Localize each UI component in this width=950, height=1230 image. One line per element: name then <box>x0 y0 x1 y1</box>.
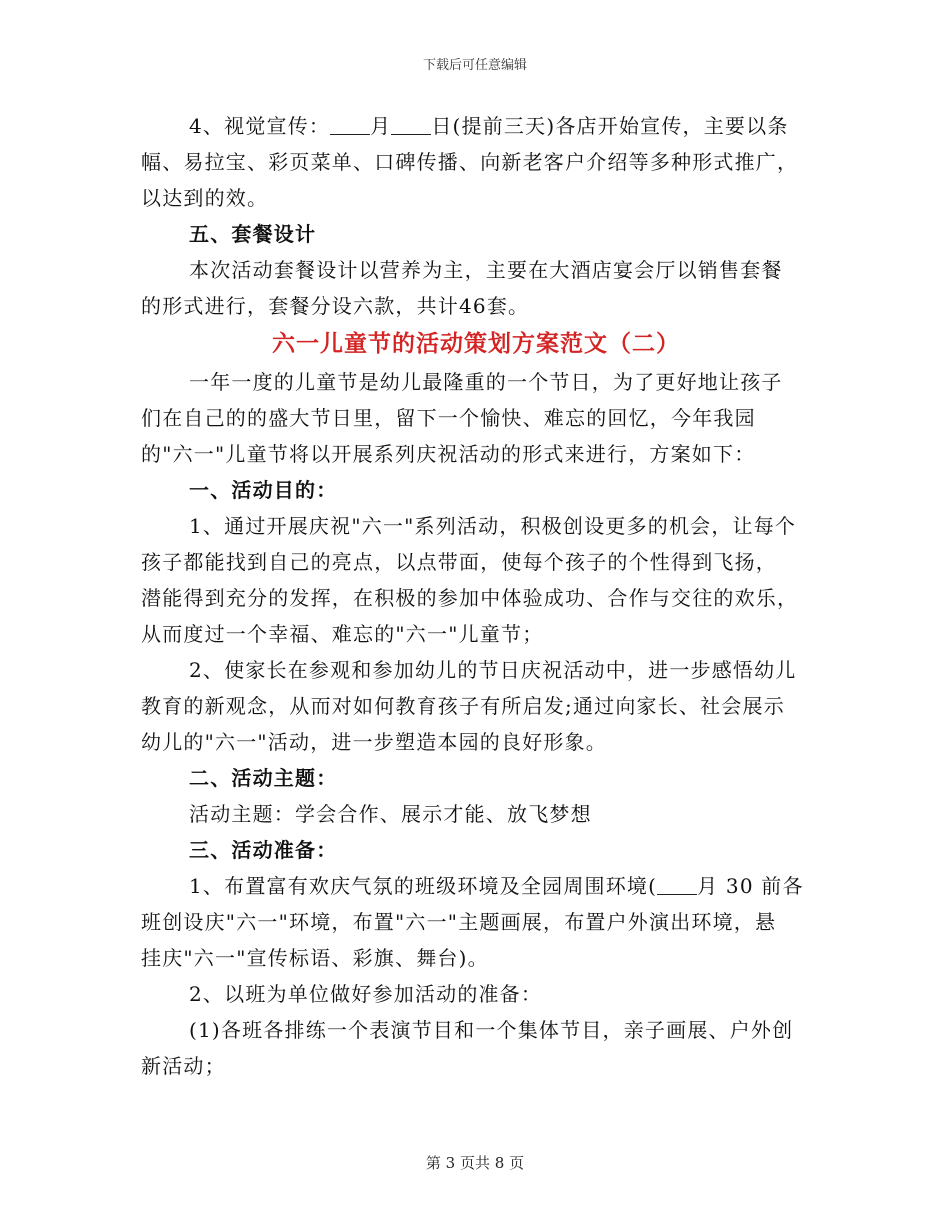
document-body <box>141 108 811 1084</box>
text-line: 本次活动套餐设计以营养为主，主要在大酒店宴会厅以销售套餐 <box>189 258 783 282</box>
page-footer: 第 3 页共 8 页 <box>425 1154 525 1172</box>
text-line: 教育的新观念，从而对如何教育孩子有所启发;通过向家长、社会展示 <box>141 694 785 718</box>
text-line: 1、通过开展庆祝"六一"系列活动，积极创设更多的机会，让每个 <box>189 514 797 538</box>
intro-line: 一年一度的儿童节是幼儿最隆重的一个节日，为了更好地让孩子 <box>189 370 783 394</box>
intro-line: 的"六一"儿童节将以开展系列庆祝活动的形式来进行，方案如下： <box>141 442 756 466</box>
paragraph-visual-promotion: 4、视觉宣传： 月 日(提前三天)各店开始宣传，主要以条 <box>189 114 789 138</box>
document-title: 六一儿童节的活动策划方案范文（二） <box>272 330 680 357</box>
section-heading-goals: 一、活动目的： <box>189 478 338 502</box>
text-line: 新活动； <box>141 1054 226 1078</box>
section-heading-theme: 二、活动主题： <box>189 766 338 790</box>
blank-month <box>330 112 370 135</box>
intro-line: 们在自己的的盛大节日里，留下一个愉快、难忘的回忆，今年我园 <box>141 406 756 430</box>
section-heading-preparation: 三、活动准备： <box>189 838 338 862</box>
blank-day <box>391 112 431 135</box>
text-line: 的形式进行，套餐分设六款，共计46套。 <box>141 294 530 318</box>
text-line: (1)各班各排练一个表演节目和一个集体节目，亲子画展、户外创 <box>189 1018 794 1042</box>
text-line: 班创设庆"六一"环境，布置"六一"主题画展，布置户外演出环境，悬 <box>141 910 777 934</box>
text-line: 幼儿的"六一"活动，进一步塑造本园的良好形象。 <box>141 730 607 754</box>
text-line: 活动主题：学会合作、展示才能、放飞梦想 <box>189 802 592 826</box>
text-line: 幅、易拉宝、彩页菜单、口碑传播、向新老客户介绍等多种形式推广， <box>141 150 799 174</box>
text-line: 2、以班为单位做好参加活动的准备： <box>189 982 543 1006</box>
section-heading-package: 五、套餐设计 <box>189 222 317 246</box>
text-line: 以达到的效。 <box>141 186 269 210</box>
text-line: 2、使家长在参观和参加幼儿的节日庆祝活动中，进一步感悟幼儿 <box>189 658 797 682</box>
text-line: 从而度过一个幸福、难忘的"六一"儿童节； <box>141 622 544 646</box>
text-line: 1、布置富有欢庆气氛的班级环境及全园周围环境( 月 30 前各 <box>189 874 804 898</box>
text-line: 孩子都能找到自己的亮点，以点带面，使每个孩子的个性得到飞扬， <box>141 550 777 574</box>
page-header: 下载后可任意编辑 <box>422 58 527 73</box>
text-line: 挂庆"六一"宣传标语、彩旗、舞台)。 <box>141 946 489 970</box>
blank-month <box>657 872 697 895</box>
text-line: 潜能得到充分的发挥，在积极的参加中体验成功、合作与交往的欢乐， <box>141 586 799 610</box>
